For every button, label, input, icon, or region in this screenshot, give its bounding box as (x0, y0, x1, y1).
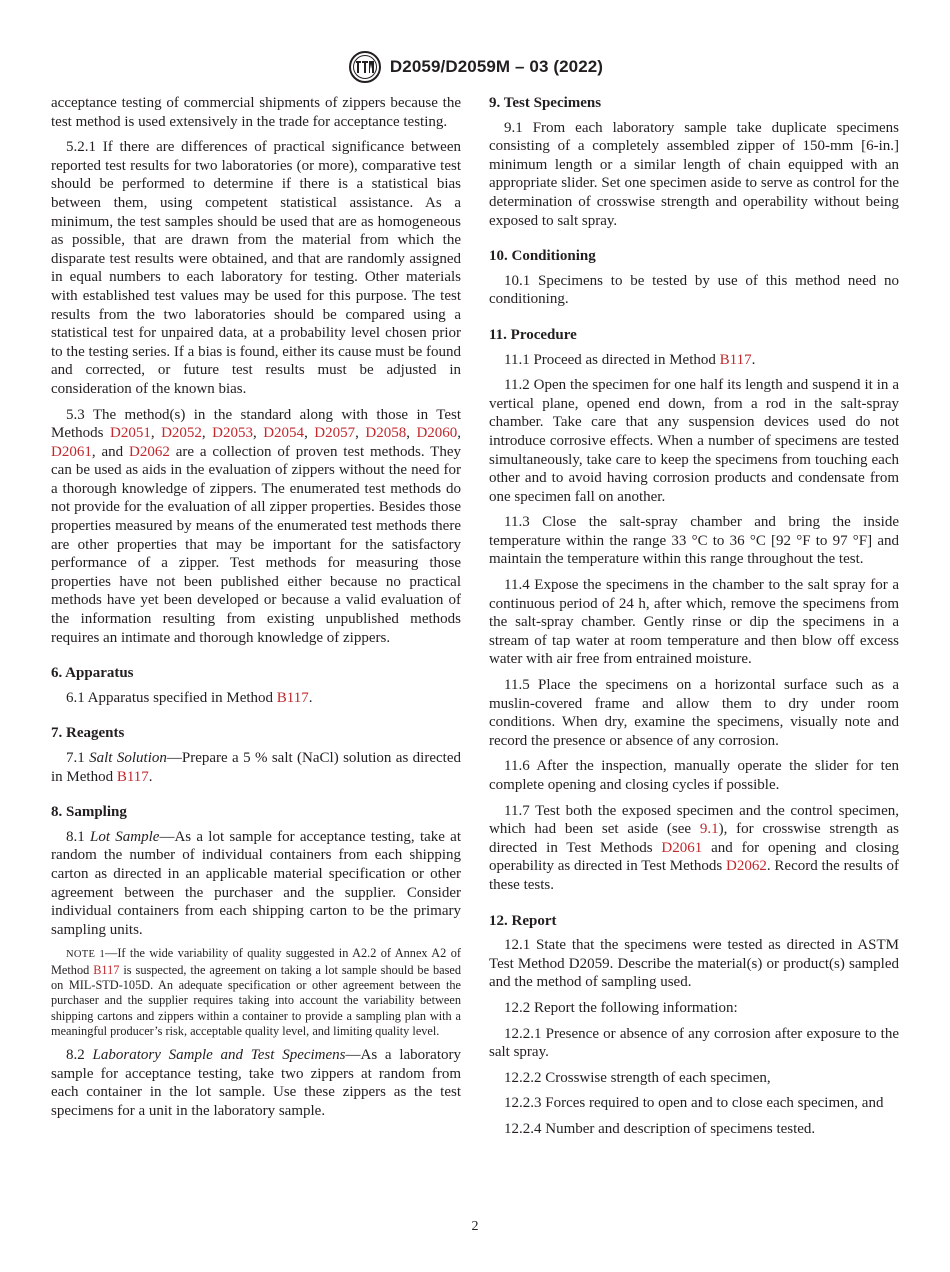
paragraph-12-2-3: 12.2.3 Forces required to open and to close each specimen, and (504, 1095, 884, 1112)
section-7-heading: 7. Reagents (51, 725, 125, 742)
ref-d2060[interactable]: D2060 (416, 425, 458, 442)
paragraph-11-4: 11.4 Expose the specimens in the chamber to the salt spray for a continuous period of 24 h, after which, remove the specimens from the salt-spray chamber. Gently rinse or dip the specimens in a stream of tap water at room temperature and then blow off excess water with air free from entrained moisture. (489, 577, 899, 668)
ref-d2062[interactable]: D2062 (726, 858, 767, 875)
ref-b117[interactable]: B117 (93, 962, 120, 977)
ref-d2052[interactable]: D2052 (161, 425, 202, 442)
paragraph-12-1: 12.1 State that the specimens were tested as directed in ASTM Test Method D2059. Describe the material(s) or product(s) sampled and the method of sampling used. (489, 937, 899, 991)
paragraph-5-2-1: 5.2.1 If there are differences of practical significance between reported test results for two laboratories (or more), comparative test should be performed to determine if there is a statistical bias between them, using competent statistical assistance. As a minimum, the test samples should be used that are as homogeneous as possible, that are drawn from the material from which the disparate test results were obtained, and that are randomly assigned in equal numbers to each laboratory for testing. Other materials with established test values may be used for this purpose. The test results from the two laboratories should be compared using a statistical test for unpaired data, at a probability level chosen prior to the testing series. If a bias is found, either its cause must be found and corrected, or future test results must be adjusted in consideration of the known bias. (51, 139, 461, 397)
paragraph-11-2: 11.2 Open the specimen for one half its length and suspend it in a vertical plane, opened end down, from a rod in the salt-spray chamber. Take care that any suspension devices used do not introduce corrosive effects. When a number of specimens are tested simultaneously, take care to keep the specimens from touching each other and to avoid having corrosion products and condensate from one specimen fall on another. (489, 377, 899, 505)
section-9-heading: 9. Test Specimens (489, 95, 602, 111)
ref-d2062[interactable]: D2062 (129, 443, 170, 460)
ref-b117[interactable]: B117 (276, 689, 309, 706)
paragraph-7-1: 7.1 Salt Solution—Prepare a 5 % salt (NaCl) solution as directed in Method B117. (51, 750, 461, 785)
paragraph-6-1: 6.1 Apparatus specified in Method B117. (66, 689, 313, 706)
section-12-heading: 12. Report (489, 912, 557, 929)
ref-d2061[interactable]: D2061 (661, 839, 703, 856)
designation-title: D2059/D2059M – 03 (2022) (389, 57, 604, 76)
left-column (51, 94, 461, 1128)
note-1: NOTE 1—If the wide variability of quality suggested in A2.2 of Annex A2 of Method B117 is suspected, the agreement on taking a lot sample should be based on MIL-STD-105D. An adequate specification or other agreement between the purchaser and the supplier requires taking into account the variability between shipping cartons and zippers within a container to provide a sampling plan with a meaningful producer’s risk, acceptable quality level, and limiting quality level. (51, 946, 462, 1038)
ref-9-1[interactable]: 9.1 (699, 821, 719, 838)
paragraph-11-3: 11.3 Close the salt-spray chamber and bring the inside temperature within the range 33 °C to 36 °C [92 °F to 97 °F] and maintain the temperature within this range throughout the test. (489, 514, 899, 568)
continued-paragraph: acceptance testing of commercial shipments of zippers because the test method is used extensively in the trade for acceptance testing. (51, 95, 461, 130)
paragraph-8-1: 8.1 Lot Sample—As a lot sample for acceptance testing, take at random the number of individual containers from each shipping carton as directed in an applicable material specification or other agreement between the purchaser and the supplier. Consider individual containers from each shipping carton to be the primary sampling units. (51, 828, 462, 938)
section-11-heading: 11. Procedure (489, 326, 577, 343)
paragraph-12-2: 12.2 Report the following information: (504, 999, 738, 1016)
paragraph-9-1: 9.1 From each laboratory sample take duplicate specimens consisting of a completely assembled zipper of 150-mm [6-in.] minimum length or a similar length of chain equipped with an appropriate slider. Set one specimen aside to serve as control for the determination of crosswise strength and operability without being exposed to salt spray. (489, 119, 899, 229)
ref-d2053[interactable]: D2053 (212, 425, 253, 442)
ref-d2057[interactable]: D2057 (314, 425, 356, 442)
paragraph-12-2-1: 12.2.1 Presence or absence of any corrosion after exposure to the salt spray. (489, 1025, 899, 1061)
paragraph-11-1: 11.1 Proceed as directed in Method B117. (504, 351, 756, 368)
astm-logo (347, 50, 383, 84)
ref-b117[interactable]: B117 (116, 768, 149, 785)
paragraph-5-3: 5.3 The method(s) in the standard along with those in Test Methods D2051, D2052, D2053, D2054, D2057, D2058, D2060, D2061, and D2062 are a collection of proven test methods. They can be used as aids in the evaluation of zippers without the need for a thorough knowledge of zippers. The enumerated test methods do not provide for the evaluation of all zipper properties. Besides those properties measured by means of the enumerated test methods there are other properties that may be important for the satisfactory performance of a zipper. Test methods for measuring those properties have not been published either because no practical methods have yet been developed or because a valid evaluation of the information resulting from existing unpublished methods requires an intimate and thorough knowledge of zippers. (51, 406, 462, 646)
ref-d2058[interactable]: D2058 (365, 425, 407, 442)
ref-d2054[interactable]: D2054 (263, 425, 305, 442)
ref-d2061[interactable]: D2061 (51, 443, 92, 460)
page-number: 2 (471, 1219, 479, 1234)
paragraph-11-6: 11.6 After the inspection, manually operate the slider for ten complete opening and closing cycles if possible. (489, 758, 899, 793)
ref-b117[interactable]: B117 (719, 351, 752, 368)
paragraph-11-7: 11.7 Test both the exposed specimen and the control specimen, which had been set aside (see 9.1), for crosswise strength as directed in Test Methods D2061 and for opening and closing operability as directed in Test Methods D2062. Record the results of these tests. (489, 802, 899, 893)
paragraph-11-5: 11.5 Place the specimens on a horizontal surface such as a muslin-covered frame and allow them to dry under room conditions. When dry, examine the specimens, visually note and record the presence or absence of any corrosion. (489, 677, 899, 749)
section-6-heading: 6. Apparatus (51, 665, 134, 682)
paragraph-8-2: 8.2 Laboratory Sample and Test Specimens—As a laboratory sample for acceptance testing, take two zippers at random from each container in the lot sample. Use these zippers as the test specimens for a unit in the laboratory sample. (51, 1047, 461, 1119)
paragraph-10-1: 10.1 Specimens to be tested by use of this method need no conditioning. (489, 272, 899, 308)
section-10-heading: 10. Conditioning (489, 248, 596, 265)
page-header (0, 50, 950, 84)
right-column (489, 94, 899, 1146)
paragraph-12-2-4: 12.2.4 Number and description of specimens tested. (504, 1120, 816, 1137)
paragraph-12-2-2: 12.2.2 Crosswise strength of each specimen, (504, 1069, 771, 1086)
ref-d2051[interactable]: D2051 (109, 425, 151, 442)
section-8-heading: 8. Sampling (51, 804, 127, 821)
